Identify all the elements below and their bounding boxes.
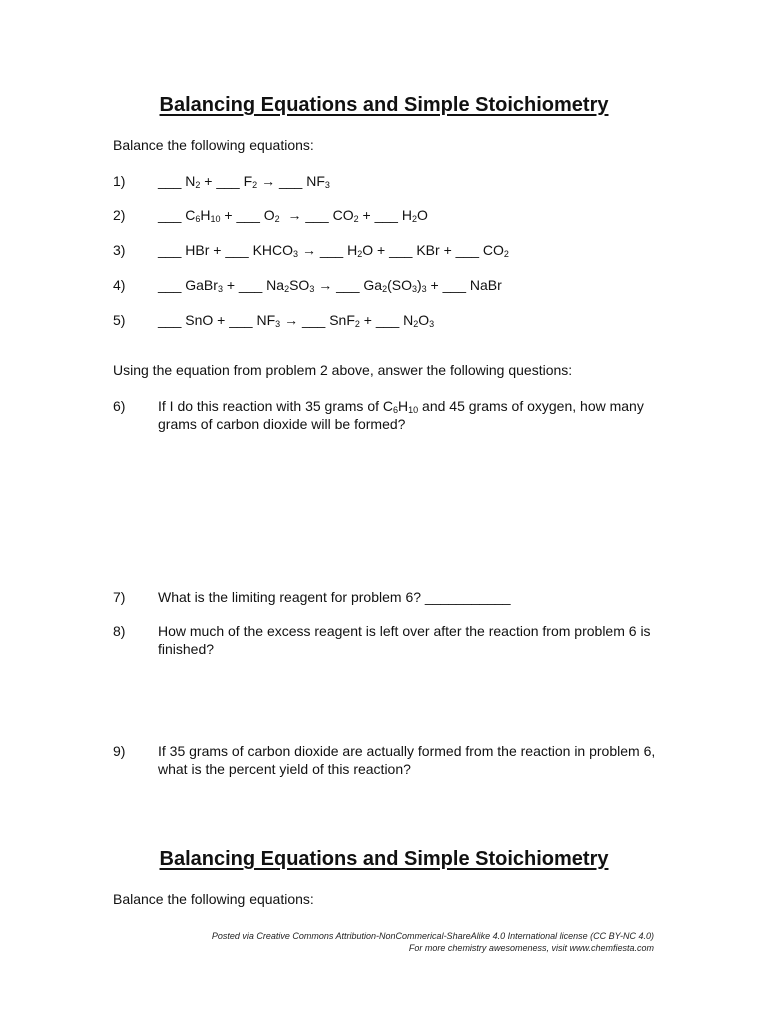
- question-number: 3): [113, 242, 126, 258]
- question-number: 6): [113, 398, 126, 414]
- equation-body: ___ HBr + ___ $KHCO_3$ → ___ $H_2O$ + ___ KBr + ___ $CO_2$: [158, 242, 509, 259]
- equation-body: ___ GaBr$_3$ + ___ $Na_2SO_3$ → ___ $Ga_2(SO_3)_3$ + ___ NaBr: [158, 277, 502, 294]
- question-number: 5): [113, 312, 126, 328]
- question-number: 7): [113, 589, 126, 605]
- balance-instruction: Balance the following equations:: [113, 137, 314, 153]
- question-number: 8): [113, 623, 126, 639]
- arrow-icon: →: [318, 277, 333, 293]
- equation-body: ___ $C_6H_{10}$ + ___ $O_2$ → ___ $CO_2$ + ___ $H_2O$: [158, 207, 428, 224]
- question-text: If I do this reaction with 35 grams of $C_6H_{10}$ and 45 grams of oxygen, how many grams of carbon dioxide will be formed?: [158, 398, 644, 432]
- question-number: 4): [113, 277, 126, 293]
- website-footer: For more chemistry awesomeness, visit www.chemfiesta.com: [408, 943, 654, 953]
- questions-instruction: Using the equation from problem 2 above, answer the following questions:: [113, 362, 573, 378]
- equation-body: ___ $N_2$ + ___ $F_2$ → ___ $NF_3$: [158, 173, 330, 190]
- question-number: 2): [113, 207, 126, 223]
- question-text: How much of the excess reagent is left over after the reaction from problem 6 is finished?: [158, 623, 651, 657]
- question-text: If 35 grams of carbon dioxide are actually formed from the reaction in problem 6, what is the percent yield of this reaction?: [158, 743, 656, 777]
- arrow-icon: →: [287, 207, 302, 223]
- question-number: 9): [113, 743, 126, 759]
- license-footer: Posted via Creative Commons Attribution-NonCommerical-ShareAlike 4.0 International license (CC BY-NC 4.0): [211, 931, 654, 941]
- equation-body: ___ SnO + ___ $NF_3$ → ___ SnF$_2$ + ___ $N_2O_3$: [158, 312, 435, 329]
- page-title: Balancing Equations and Simple Stoichiometry: [159, 94, 609, 116]
- question-text: What is the limiting reagent for problem 6? ___________: [158, 589, 511, 605]
- balance-instruction-repeat: Balance the following equations:: [113, 891, 314, 907]
- arrow-icon: →: [261, 173, 276, 189]
- page-title-repeat: Balancing Equations and Simple Stoichiometry: [159, 848, 609, 870]
- arrow-icon: →: [301, 242, 316, 258]
- arrow-icon: →: [284, 312, 299, 328]
- question-number: 1): [113, 173, 126, 189]
